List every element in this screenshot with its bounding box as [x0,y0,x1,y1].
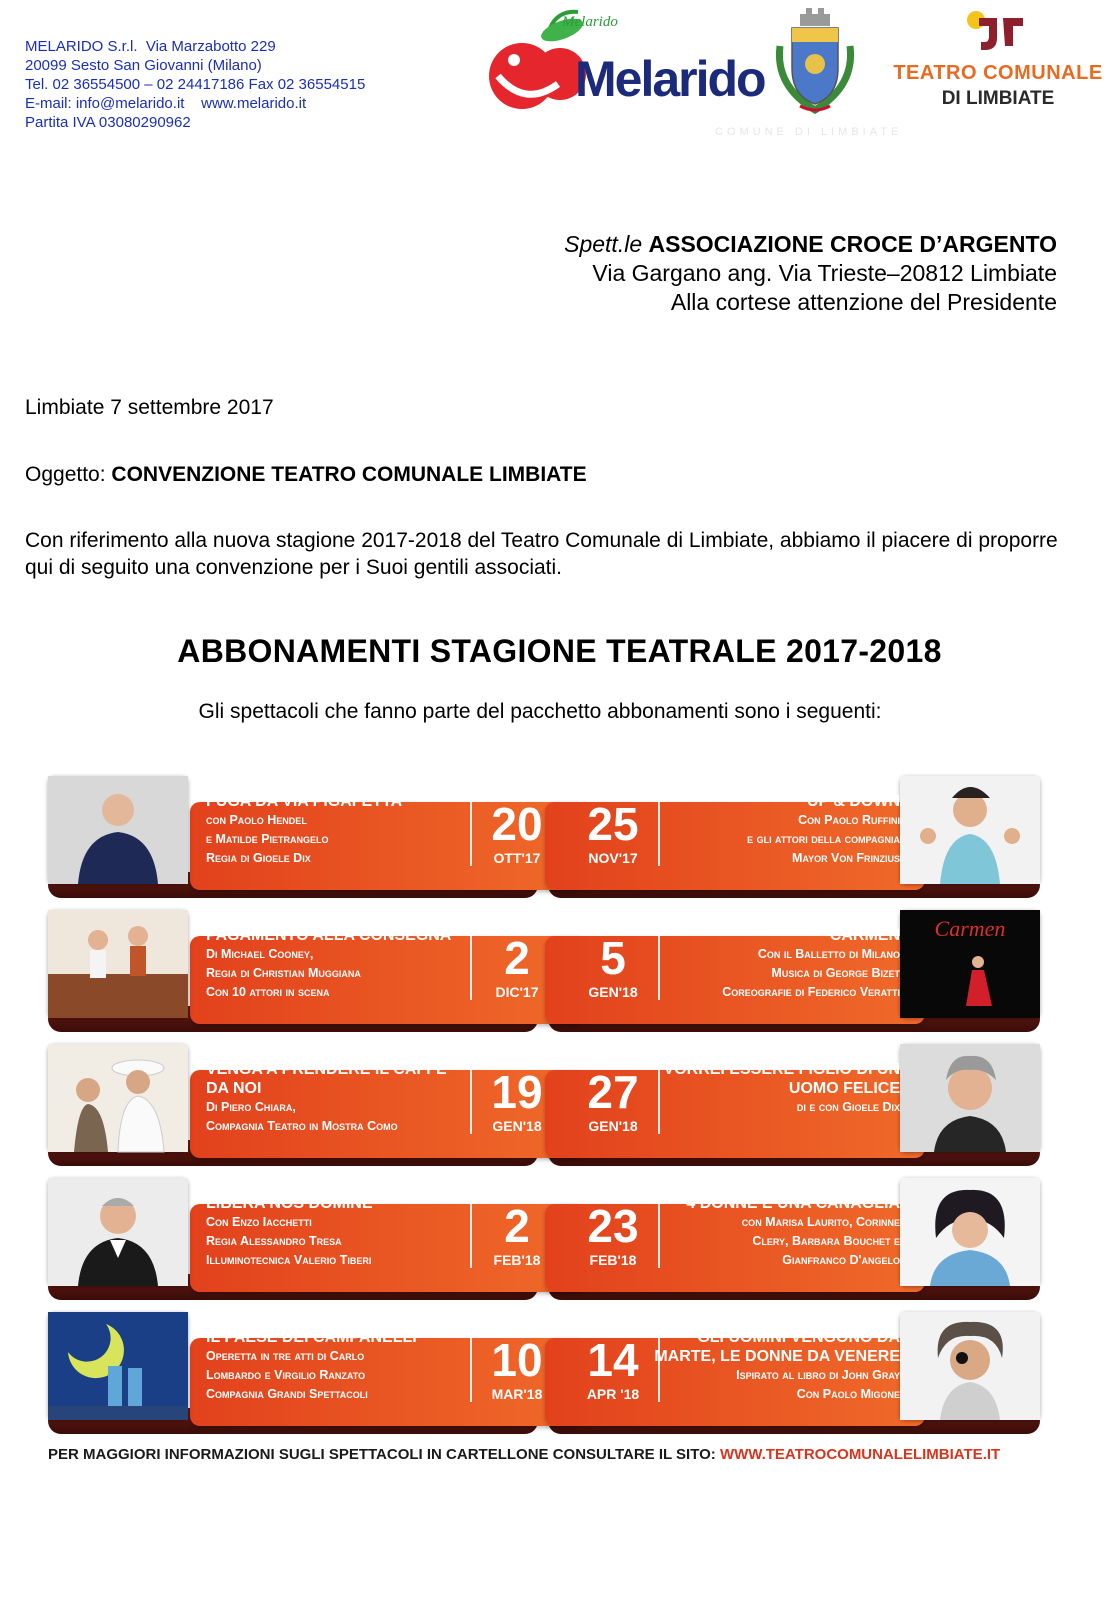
intro-text: Gli spettacoli che fanno parte del pacchetto abbonamenti sono i seguenti: [198,700,882,723]
subject-label: Oggetto: [25,463,106,486]
event-detail: Compagnia Grandi Spettacoli [206,1387,368,1401]
event-photo [900,910,1040,1018]
event-photo [900,1044,1040,1152]
carmen-poster-text: Carmen [934,916,1006,941]
event-date-left [470,916,562,1000]
teatro-logo-line2: DI LIMBIATE [941,88,1055,109]
event-detail: Con 10 attori in scena [206,985,330,999]
sender-line: MELARIDO S.r.l. Via Marzabotto 229 [25,38,276,55]
event-day: 23 [587,1200,639,1252]
event-month: OTT'17 [493,850,541,866]
event-day: 5 [600,932,626,984]
event-detail: Compagnia Teatro in Mostra Como [206,1119,398,1133]
event-detail: Clery, Barbara Bouchet e [752,1234,900,1248]
sender-address-block [25,37,365,132]
recipient-attention: Alla cortese attenzione del Presidente [670,289,1057,315]
sender-line: Partita IVA 03080290962 [25,114,191,131]
event-detail: Di Michael Cooney, [206,947,314,961]
event-detail: Ispirato al libro di John Gray [736,1368,900,1382]
sender-line: Tel. 02 36554500 – 02 24417186 Fax 02 36554515 [25,76,366,93]
event-date-left [470,1184,562,1268]
recipient-name-line [564,230,1057,259]
event-month: DIC'17 [495,984,539,1000]
event-month: GEN'18 [588,1118,638,1134]
event-title: VENGA A PRENDERE IL CAFFÈ DA NOI [206,1061,447,1097]
event-info-left [206,1194,456,1270]
event-weekday: SABATO [584,1318,642,1334]
event-info-left [206,1328,456,1404]
event-title: IL PAESE DEI CAMPANELLI [206,1329,417,1346]
event-detail: e Matilde Pietrangelo [206,832,329,846]
event-weekday: SABATO [488,1318,546,1334]
event-day: 2 [504,932,530,984]
event-info-left [206,1060,456,1136]
event-day: 19 [491,1066,543,1118]
event-title: GLI UOMINI VENGONO DA MARTE, LE DONNE DA VENERE [654,1329,900,1365]
event-title: FUGA DA VIA PIGAFETTA [206,793,403,810]
event-photo [900,1178,1040,1286]
event-weekday: VENERDI [485,1050,549,1066]
event-photo [900,776,1040,884]
event-detail: Con il Balletto di Milano [757,947,900,961]
event-detail: Illuminotecnica Valerio Tiberi [206,1253,372,1267]
event-month: NOV'17 [588,850,638,866]
event-detail: Gianfranco D'angelo [782,1253,900,1267]
poster-row [48,1178,1040,1308]
season-poster [48,776,1040,1476]
comune-caption: COMUNE DI LIMBIATE [715,126,903,138]
event-month: GEN'18 [588,984,638,1000]
event-date-right [568,1318,660,1402]
event-photo [48,776,188,884]
event-info-right [650,1194,900,1270]
event-detail: Regia di Gioele Dix [206,851,311,865]
event-title: PAGAMENTO ALLA CONSEGNA [206,927,452,944]
event-detail: con Paolo Hendel [206,813,307,827]
event-weekday: SABATO [584,1050,642,1066]
event-detail: Con Paolo Ruffini [798,813,900,827]
event-date-right [568,1184,660,1268]
poster-row [48,1312,1040,1442]
letter-date: Limbiate 7 settembre 2017 [25,396,274,419]
melarido-wordmark: Melarido [575,51,765,107]
event-detail: Operetta in tre atti di Carlo [206,1349,365,1363]
event-day: 20 [491,798,543,850]
event-detail: Regia di Christian Muggiana [206,966,361,980]
event-date-right [568,916,660,1000]
event-info-left [206,926,456,1002]
event-month: FEB'18 [589,1252,637,1268]
event-month: FEB'18 [493,1252,541,1268]
comune-coat-of-arms [770,6,860,118]
event-detail: Con Paolo Migone [796,1387,900,1401]
event-day: 27 [587,1066,639,1118]
event-date-left [470,1050,562,1134]
sender-line: 20099 Sesto San Giovanni (Milano) [25,57,262,74]
event-month: MAR'18 [491,1386,543,1402]
event-photo [900,1312,1040,1420]
event-photo [48,1312,188,1420]
poster-row [48,776,1040,906]
event-detail: Mayor Von Frinzius [791,851,900,865]
event-day: 2 [504,1200,530,1252]
teatro-comunale-logo [893,10,1103,110]
melarido-logo [480,8,765,118]
event-title: UP & DOWN [806,793,900,810]
recipient-address: Via Gargano ang. Via Trieste–20812 Limbiate [592,260,1057,286]
event-date-right [568,782,660,866]
event-weekday: VENERDI [485,782,549,798]
event-month: GEN'18 [492,1118,542,1134]
event-weekday: VENERDI [485,1184,549,1200]
event-info-right [650,926,900,1002]
event-info-right [650,1328,900,1404]
event-detail: Regia Alessandro Tresa [206,1234,342,1248]
event-detail: Di Piero Chiara, [206,1100,296,1114]
event-date-left [470,782,562,866]
event-day: 25 [587,798,639,850]
event-title: VORREI ESSERE FIGLIO DI UN UOMO FELICE [663,1061,900,1097]
event-detail: Coreografie di Federico Veratti [722,985,900,999]
poster-row [48,910,1040,1040]
poster-row [48,1044,1040,1174]
event-weekday: VENERDI [581,916,645,932]
letter-subject [25,463,587,487]
event-date-right [568,1050,660,1134]
event-detail: Musica di George Bizet [771,966,900,980]
event-photo [48,1044,188,1152]
event-detail: Con Enzo Iacchetti [206,1215,312,1229]
recipient-prefix: Spett.le [564,231,643,257]
event-info-left [206,792,456,868]
event-weekday: SABATO [584,782,642,798]
event-info-right [650,792,900,868]
sender-line: E-mail: info@melarido.it www.melarido.it [25,95,307,112]
event-day: 14 [587,1334,639,1386]
event-photo [48,1178,188,1286]
event-date-left [470,1318,562,1402]
teatro-logo-line1: TEATRO COMUNALE [893,62,1103,84]
event-photo [48,910,188,1018]
melarido-small-text: Melarido [562,14,618,30]
theatre-website-link[interactable]: WWW.TEATROCOMUNALELIMBIATE.IT [719,1446,1001,1463]
season-heading: ABBONAMENTI STAGIONE TEATRALE 2017-2018 [177,633,942,669]
event-title: CARMEN [829,927,900,944]
event-weekday: VENERDI [581,1184,645,1200]
more-info-line [48,1446,1000,1463]
event-detail: di e con Gioele Dix [796,1100,900,1114]
subject-text: CONVENZIONE TEATRO COMUNALE LIMBIATE [111,463,587,486]
event-detail: e gli attori della compagnia [747,832,900,846]
event-detail: con Marisa Laurito, Corinne [741,1215,900,1229]
event-info-right [650,1060,900,1117]
event-month: APR '18 [586,1386,640,1402]
recipient-block [564,230,1057,317]
event-day: 10 [491,1334,543,1386]
event-title: LIBERA NOS DOMINE [206,1195,373,1212]
event-weekday: SABATO [488,916,546,932]
letter-body: Con riferimento alla nuova stagione 2017-2018 del Teatro Comunale di Limbiate, abbiamo il piacere di proporre qui di seguito una convenzione per i Suoi gentili associati. [25,529,1058,579]
event-detail: Lombardo e Virgilio Ranzato [206,1368,366,1382]
event-title: 4 DONNE E UNA CANAGLIA [686,1195,900,1212]
more-info-text: PER MAGGIORI INFORMAZIONI SUGLI SPETTACOLI IN CARTELLONE CONSULTARE IL SITO: [48,1446,720,1463]
recipient-name: ASSOCIAZIONE CROCE D’ARGENTO [648,231,1057,257]
